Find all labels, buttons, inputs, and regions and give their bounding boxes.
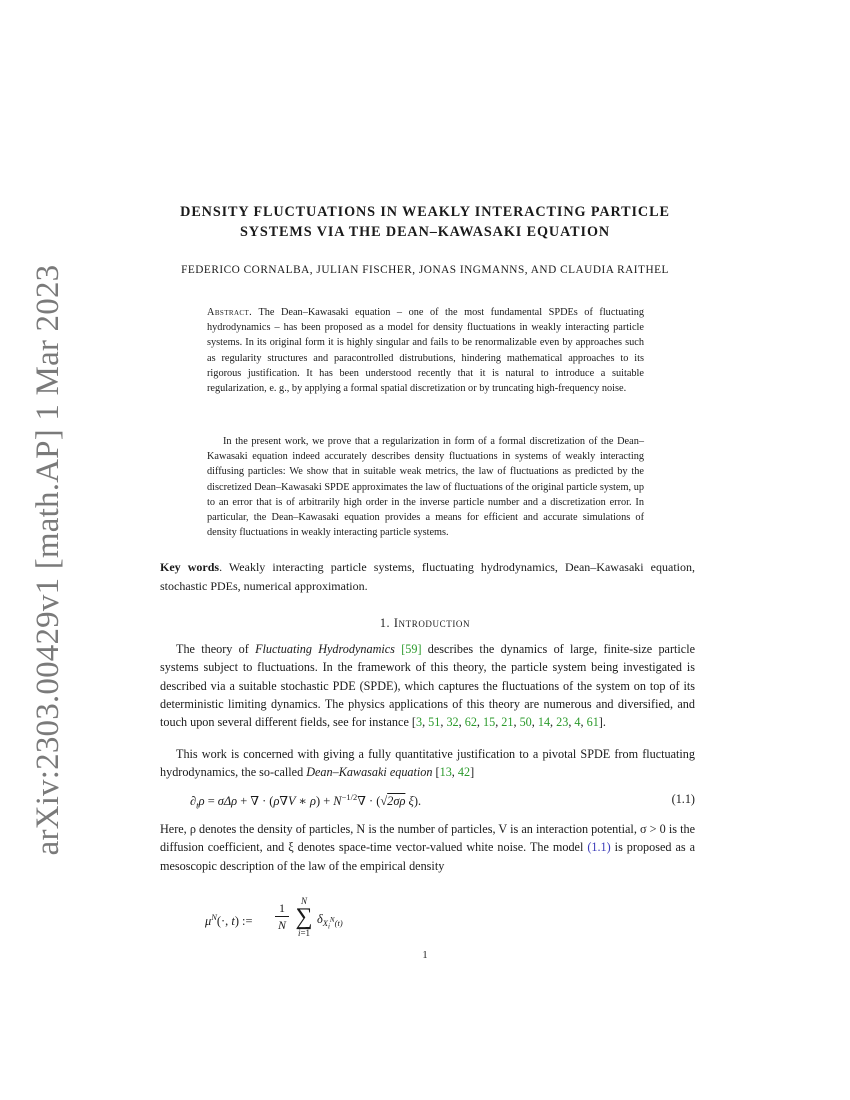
keywords xyxy=(160,558,695,596)
citation-link[interactable]: 61 xyxy=(586,715,599,730)
paper-title-line-1: DENSITY FLUCTUATIONS IN WEAKLY INTERACTING PARTICLE xyxy=(180,204,670,220)
citation-link[interactable]: 32 xyxy=(446,715,459,730)
intro-paragraph-3 xyxy=(160,820,695,875)
section-heading xyxy=(150,616,700,631)
citation-link[interactable]: 42 xyxy=(457,765,471,780)
citation-link[interactable]: 21 xyxy=(501,715,514,730)
dean-kawasaki-equation: $\partial_t\rho = \sigma\Delta\rho$ + ∇ · (ρ∇V ∗ $\rho) + N^{-1/2}\nabla \cdot (√2\sigma\rho$ ξ). xyxy=(190,792,422,811)
intro-text: is proposed as a mesoscopic description of the law of the empirical density xyxy=(160,840,695,873)
citation-link[interactable]: 14 xyxy=(537,715,551,730)
abstract-text-1: The Dean–Kawasaki equation – one of the most fundamental SPDEs of fluctuating hydrodynamics – has been proposed as a model for density fluctuations in weakly interacting particle systems. In its original form it is highly singular and fails to be renormalizable even by approaches such as regularity structures and paracontrolled distrubutions, hindering mathematical approaches to its rigorous justification. It has been understood recently that it is natural to introduce a suitable regularization, e. g., by applying a formal spatial discretization or by truncating high-frequency noise. xyxy=(207,307,644,395)
intro-text: Here, ρ denotes the density of particles, N is the number of particles, V is an interaction potential, σ > 0 is the diffusion coefficient, and ξ denotes space-time vector-valued white noise. The model xyxy=(160,822,695,855)
keywords-text: . Weakly interacting particle systems, fluctuating hydrodynamics, Dean–Kawasaki equation, stochastic PDEs, numerical approximation. xyxy=(160,560,695,593)
abstract-paragraph-2: In the present work, we prove that a regularization in form of a formal discretization of the Dean–Kawasaki equation indeed accurately describes density fluctuations in systems of weakly interacting diffusing particles: We show that in suitable weak metrics, the law of fluctuations as predicted by the discretized Dean–Kawasaki SPDE approximates the law of fluctuations of the original particle system, up to an error that is of arbitrarily high order in the inverse particle number and a discretization error. In particular, the Dean–Kawasaki equation provides a means for efficient and accurate simulations of density fluctuations in weakly interacting particle systems. xyxy=(207,436,644,539)
section-title: Introduction xyxy=(393,616,471,630)
keywords-label: Key words xyxy=(160,560,220,574)
citation-link[interactable]: 3 xyxy=(415,715,423,730)
citation-link[interactable]: [59] xyxy=(401,642,422,656)
paper-title-line-2: SYSTEMS VIA THE DEAN–KAWASAKI EQUATION xyxy=(239,224,611,240)
abstract-label: Abstract. xyxy=(207,307,253,318)
author-list: FEDERICO CORNALBA, JULIAN FISCHER, JONAS INGMANNS, AND CLAUDIA RAITHEL xyxy=(181,264,669,276)
intro-text: ]. xyxy=(598,715,606,730)
citation-link[interactable]: 15 xyxy=(483,715,496,730)
citation-link[interactable]: 62 xyxy=(464,715,477,730)
intro-text: describes the dynamics of large, finite-size particle systems subject to fluctuations. In the framework of this theory, the particle system being investigated is described via a suitable stochastic PDE (SPDE), which captures the fluctuations of the system on top of its deterministic limiting dynamics. The physics applications of this theory are numerous and diversified, and touch upon several different fields, see for instance [ xyxy=(160,642,695,730)
citation-link[interactable]: 51 xyxy=(428,715,441,730)
intro-paragraph-2: This work is concerned with giving a fully quantitative justification to a pivotal SPDE from fluctuating hydrodynamics, the so-called Dean–Kawasaki equation [13, 42] xyxy=(160,747,695,780)
intro-paragraph-1: The theory of Fluctuating Hydrodynamics [59] describes the dynamics of large, finite-size particle systems subject to fluctuations. In the framework of this theory, the particle system being investigated is described via a suitable stochastic PDE (SPDE), which captures the fluctuations of the system on top of its deterministic limiting dynamics. The physics applications of this theory are numerous and diversified, and touch upon several different fields, see for instance [3, 51, 32, 62, 15, 21, 50, 14, 23, 4, 61]. xyxy=(160,642,695,730)
section-number: 1. xyxy=(379,616,391,630)
arxiv-identifier-stamp: arXiv:2303.00429v1 [math.AP] 1 Mar 2023 xyxy=(30,264,66,856)
citation-link[interactable]: 23 xyxy=(556,715,569,730)
citation-link[interactable]: 50 xyxy=(519,715,532,730)
intro-emphasis: Fluctuating Hydrodynamics xyxy=(255,642,395,656)
equation-number: (1.1) xyxy=(671,792,695,806)
citation-link[interactable]: 4 xyxy=(574,715,581,730)
abstract-paragraph-1 xyxy=(207,305,644,396)
intro-emphasis: Dean–Kawasaki equation xyxy=(306,765,433,780)
equation-reference-link[interactable]: (1.1) xyxy=(587,840,611,855)
intro-text: The theory of xyxy=(176,642,256,656)
citation-link[interactable]: 13 xyxy=(439,765,452,780)
intro-text: This work is concerned with giving a fully quantitative justification to a pivotal SPDE from fluctuating hydrodynamics, the so-called xyxy=(160,747,695,780)
page-number: 1 xyxy=(422,950,428,961)
